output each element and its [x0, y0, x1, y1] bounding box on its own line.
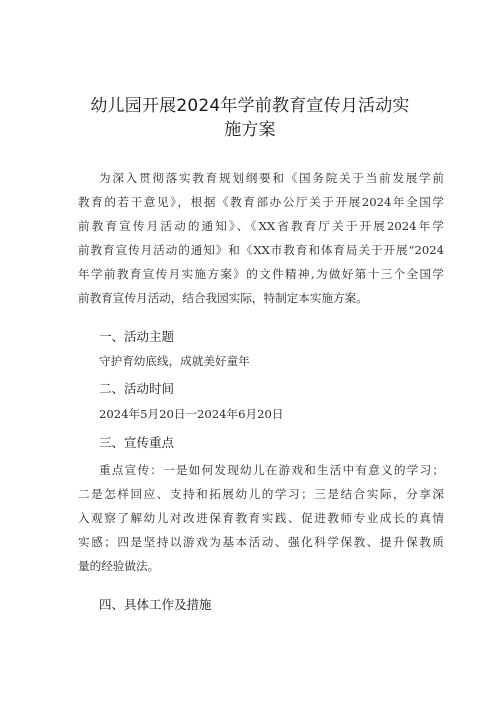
section-heading-time: 二、活动时间 [99, 381, 175, 396]
section-text-time: 2024年5月20日一2024年6月20日 [99, 407, 284, 421]
intro-paragraph-line: 前教育宣传月活动，结合我园实际，特制定本实施方案。 [78, 291, 368, 305]
section-text-theme: 守护育幼底线，成就美好童年 [99, 354, 250, 368]
intro-paragraph-line: 为深入贯彻落实教育规划纲要和《国务院关于当前发展学前 [99, 171, 444, 185]
section-heading-focus: 三、宣传重点 [99, 435, 175, 450]
document-title-line2: 施方案 [224, 120, 276, 140]
focus-paragraph-line: 量的经验做法。 [78, 559, 160, 573]
section-heading-measures: 四、具体工作及措施 [99, 597, 212, 612]
focus-paragraph-line: 入观察了解幼儿对改进保育教育实践、促进教师专业成长的真情 [78, 511, 444, 525]
focus-paragraph-line: 实感；四是坚持以游戏为基本活动、强化科学保教、提升保教质 [78, 535, 444, 549]
intro-paragraph-line: 教育的若干意见》，根据《教育部办公厅关于开展2024年全国学 [78, 195, 444, 209]
focus-paragraph-line: 二是怎样回应、支持和拓展幼儿的学习；三是结合实际，分享深 [78, 487, 444, 501]
document-title-line1: 幼儿园开展2024年学前教育宣传月活动实 [90, 96, 410, 116]
section-heading-theme: 一、活动主题 [99, 329, 175, 344]
intro-paragraph-line: 前教育宣传月活动的通知》、《XX省教育厅关于开展2024年学 [78, 219, 444, 233]
intro-paragraph-line: 前教育宣传月活动的通知》和《XX市教育和体育局关于开展“2024 [78, 243, 444, 257]
intro-paragraph-line: 年学前教育宣传月实施方案》的文件精神,为做好第十三个全国学 [78, 267, 444, 281]
focus-paragraph-line: 重点宣传：一是如何发现幼儿在游戏和生活中有意义的学习； [99, 463, 444, 477]
